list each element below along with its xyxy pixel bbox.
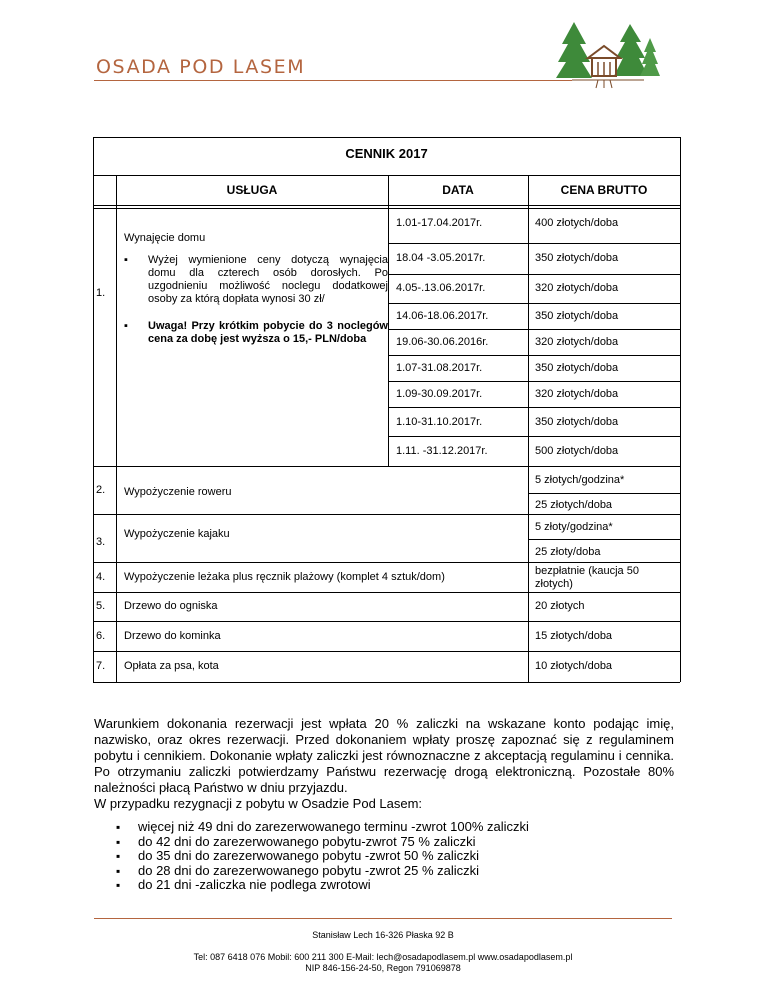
footer-address: Stanisław Lech 16-326 Płaska 92 B xyxy=(312,930,454,940)
col-header-date: DATA xyxy=(442,183,474,197)
table-row-date: 1.11. -31.12.2017r. xyxy=(396,445,488,457)
table-row-price: 25 złoty/doba xyxy=(535,546,601,558)
item-number: 4. xyxy=(96,571,106,583)
list-item: ▪ do 42 dni do zarezerwowanego pobytu-zwrot 75 % zaliczki xyxy=(116,835,676,850)
footer-contact-block xyxy=(94,952,672,974)
logo-text: OSADA POD LASEM xyxy=(96,56,306,78)
table-row-price: 320 złotych/doba xyxy=(535,336,619,348)
cancellation-title: W przypadku rezygnacji z pobytu w Osadzie Pod Lasem: xyxy=(94,796,423,811)
table-row-price: 5 złotych/godzina* xyxy=(535,474,625,486)
list-item: ▪ Wyżej wymienione ceny dotyczą wynajęcia domu dla czterech osób dorosłych. Po uzgodnieniu możliwość noclegu dodatkowej osoby za którą dopłata wynosi 30 zł/ xyxy=(124,254,388,306)
cancellation-list xyxy=(116,820,676,893)
table-row-price: 500 złotych/doba xyxy=(535,445,619,457)
service-name: Drzewo do ogniska xyxy=(124,600,218,612)
item-number: 7. xyxy=(96,660,106,672)
item-number: 6. xyxy=(96,630,106,642)
service-name: Wypożyczenie kajaku xyxy=(124,528,230,540)
table-row-date: 1.07-31.08.2017r. xyxy=(396,362,483,374)
table-row-date: 14.06-18.06.2017r. xyxy=(396,310,489,322)
col-header-price: CENA BRUTTO xyxy=(560,183,648,197)
item-number: 5. xyxy=(96,600,106,612)
service-name: Wypożyczenie roweru xyxy=(124,486,232,498)
table-row-price: 350 złotych/doba xyxy=(535,362,619,374)
table-row-price: 10 złotych/doba xyxy=(535,660,613,672)
table-row-price: 350 złotych/doba xyxy=(535,416,619,428)
house-notes-list xyxy=(124,254,388,346)
table-row-price: 20 złotych xyxy=(535,600,585,612)
list-item: ▪ Uwaga! Przy krótkim pobycie do 3 noclegów cena za dobę jest wyższa o 15,- PLN/doba xyxy=(124,320,388,346)
table-row-price: 25 złotych/doba xyxy=(535,499,613,511)
table-row-date: 4.05-.13.06.2017r. xyxy=(396,282,486,294)
list-item: ▪ do 21 dni -zaliczka nie podlega zwrotowi xyxy=(116,878,676,893)
table-row-price: 5 złoty/godzina* xyxy=(535,521,613,533)
table-row-price: 15 złotych/doba xyxy=(535,630,613,642)
item-number: 3. xyxy=(96,536,106,548)
reservation-terms-paragraph: Warunkiem dokonania rezerwacji jest wpłata 20 % zaliczki na wskazane konto podając imię, nazwisko, oraz okres rezerwacji. Przed dokonaniem wpłaty proszę zapoznać się z regulaminem pobytu i cennikiem. Dokonanie wpłaty zaliczki jest równoznaczne z akceptacją regulaminu i cennika. Po otrzymaniu zaliczki potwierdzamy Państwu rezerwację drogą elektroniczną. Pozostałe 80% należności płacą Państwo w dniu przyjazdu. xyxy=(94,716,674,795)
table-row-price: 320 złotych/doba xyxy=(535,388,619,400)
table-row-date: 1.10-31.10.2017r. xyxy=(396,416,483,428)
col-header-service: USŁUGA xyxy=(226,183,278,197)
list-item: ▪ do 28 dni do zarezerwowanego pobytu -zwrot 25 % zaliczki xyxy=(116,864,676,879)
footer-contact: Tel: 087 6418 076 Mobil: 600 211 300 E-Mail: lech@osadapodlasem.pl www.osadapodlasem.pl xyxy=(193,952,573,962)
service-name: Opłata za psa, kota xyxy=(124,660,219,672)
table-row-price: 400 złotych/doba xyxy=(535,217,619,229)
table-row-price: 320 złotych/doba xyxy=(535,282,619,294)
footer-divider xyxy=(94,918,672,919)
table-row-price: bezpłatnie (kaucja 50 złotych) xyxy=(535,565,639,590)
service-name: Drzewo do kominka xyxy=(124,630,221,642)
table-row-price: 350 złotych/doba xyxy=(535,310,619,322)
table-row-date: 19.06-30.06.2016r. xyxy=(396,336,489,348)
footer-ids: NIP 846-156-24-50, Regon 791069878 xyxy=(305,963,461,973)
table-row-date: 18.04 -3.05.2017r. xyxy=(396,252,486,264)
table-title: CENNIK 2017 xyxy=(345,146,428,161)
table-row-date: 1.01-17.04.2017r. xyxy=(396,217,483,229)
service-name: Wypożyczenie leżaka plus ręcznik plażowy (komplet 4 sztuk/dom) xyxy=(124,571,445,583)
table-row-price: 350 złotych/doba xyxy=(535,252,619,264)
header-divider xyxy=(94,80,572,81)
forest-house-logo-icon xyxy=(552,14,662,94)
list-item: ▪ więcej niż 49 dni do zarezerwowanego terminu -zwrot 100% zaliczki xyxy=(116,820,676,835)
list-item: ▪ do 35 dni do zarezerwowanego pobytu -zwrot 50 % zaliczki xyxy=(116,849,676,864)
service-name: Wynajęcie domu xyxy=(124,232,206,244)
table-row-date: 1.09-30.09.2017r. xyxy=(396,388,483,400)
item-number: 2. xyxy=(96,484,106,496)
item-number: 1. xyxy=(96,287,106,299)
